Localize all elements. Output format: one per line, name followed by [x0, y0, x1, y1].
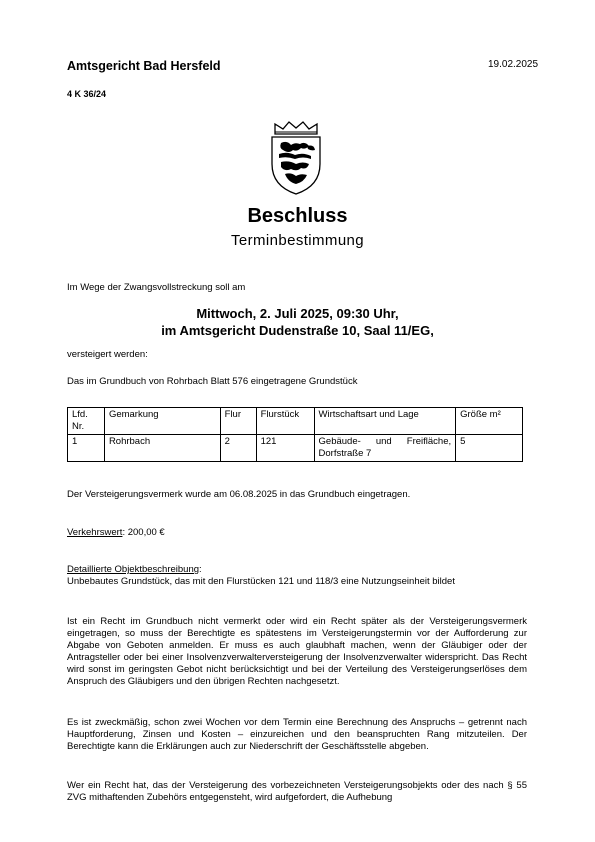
- table-header-cell: Flurstück: [256, 408, 314, 435]
- table-header-cell: Lfd. Nr.: [68, 408, 105, 435]
- page-subtitle: Terminbestimmung: [230, 232, 365, 249]
- table-cell-flurstueck: 121: [256, 435, 314, 462]
- lage-line-2: Dorfstraße 7: [318, 447, 372, 459]
- page-title: Beschluss: [247, 205, 348, 227]
- file-number: 4 K 36/24: [67, 89, 107, 99]
- table-header-row: [68, 408, 523, 435]
- description-colon: :: [199, 564, 202, 575]
- paragraph-rights: Ist ein Recht im Grundbuch nicht vermerkt oder wird ein Recht später als der Versteigerungsvermerk eingetragen, so muss der Berechtigte es spätestens im Versteigerungstermin vor der Aufforderung zur Abgabe von Geboten anmelden. Er muss es auch glaubhaft machen, wenn der Gläubiger oder der Antragsteller oder bei einer Insolvenzverwalterversteigerung der Insolvenzverwalter widerspricht. Das Recht wird sonst im geringsten Gebot nicht berücksichtigt und bei der Verteilung des Versteigerungserlöses dem Anspruch des Gläubigers und den übrigen Rechten nachgesetzt.: [67, 616, 527, 687]
- intro-text: Im Wege der Zwangsvollstreckung soll am: [67, 282, 246, 293]
- registration-note: Der Versteigerungsvermerk wurde am 06.08.2025 in das Grundbuch eingetragen.: [67, 489, 411, 500]
- appointment-date: Mittwoch, 2. Juli 2025, 09:30 Uhr,: [196, 306, 399, 321]
- property-intro: Das im Grundbuch von Rohrbach Blatt 576 eingetragene Grundstück: [67, 376, 358, 387]
- document-date: 19.02.2025: [488, 59, 539, 70]
- description-text: Unbebautes Grundstück, das mit den Flurstücken 121 und 118/3 eine Nutzungseinheit bildet: [67, 576, 455, 587]
- table-header-cell: Gemarkung: [104, 408, 220, 435]
- market-value-amount: : 200,00 €: [122, 527, 165, 538]
- table-header-cell: Größe m²: [456, 408, 523, 435]
- paragraph-objection: Wer ein Recht hat, das der Versteigerung des vorbezeichneten Versteigerungsobjekts oder des nach § 55 ZVG mithaftenden Zubehörs entgegensteht, wird aufgefordert, die Aufhebung: [67, 780, 527, 803]
- paragraph-calculation: Es ist zweckmäßig, schon zwei Wochen vor dem Termin eine Berechnung des Anspruchs – getrennt nach Hauptforderung, Zinsen und Kosten – einzureichen und den beanspruchten Rang mitzuteilen. Der Berechtigte kann die Erklärungen auch zur Niederschrift der Geschäftsstelle abgeben.: [67, 717, 527, 752]
- table-cell-groesse: 5: [456, 435, 523, 462]
- table-header-cell: Flur: [220, 408, 256, 435]
- appointment-block: [0, 305, 595, 339]
- market-value-label: Verkehrswert: [67, 527, 123, 538]
- table-header-cell: Wirtschaftsart und Lage: [314, 408, 456, 435]
- hesse-coat-of-arms-icon: [267, 120, 325, 196]
- appointment-location: im Amtsgericht Dudenstraße 10, Saal 11/EG,: [161, 323, 434, 338]
- table-cell-lage: [314, 435, 456, 462]
- market-value: [67, 527, 165, 539]
- property-table: [67, 407, 523, 462]
- object-description: [67, 564, 527, 588]
- table-cell-gemarkung: Rohrbach: [104, 435, 220, 462]
- table-cell-flur: 2: [220, 435, 256, 462]
- description-label: Detaillierte Objektbeschreibung: [67, 564, 200, 575]
- table-row: [68, 435, 523, 462]
- court-name: Amtsgericht Bad Hersfeld: [67, 59, 221, 73]
- auction-text: versteigert werden:: [67, 349, 148, 360]
- table-cell-lfd: 1: [68, 435, 105, 462]
- lage-line-1: Gebäude- und Freifläche,: [318, 436, 452, 447]
